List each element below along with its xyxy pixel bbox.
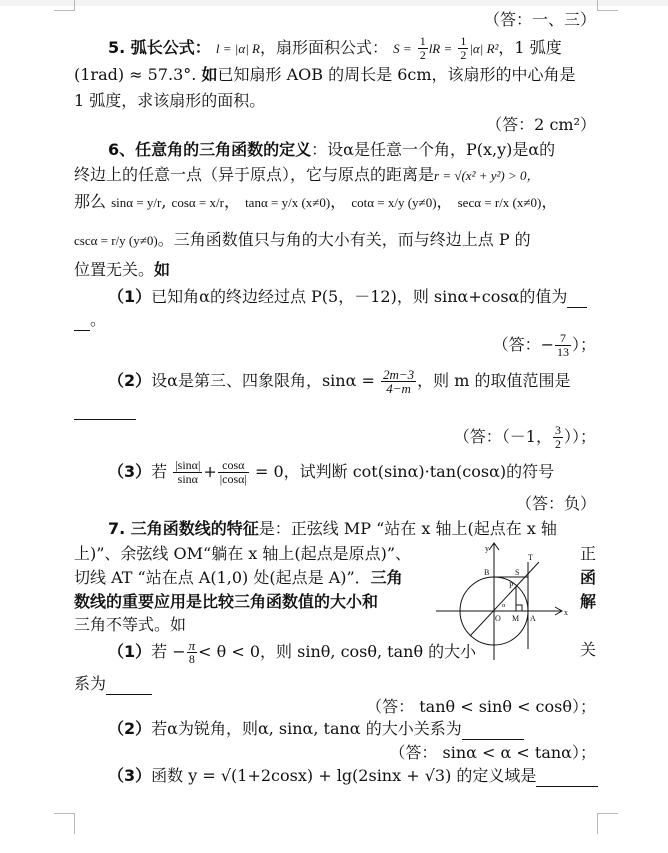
section-6-question-2: （2）设α是第三、四象限角，sinα = $\frac{2m-3}{4-m}$ ，则 m 的取值范围是 bbox=[108, 367, 571, 396]
svg-text:B: B bbox=[484, 568, 490, 577]
margin-corner-mark bbox=[597, 0, 618, 11]
section-6-answer-1: （答：− $\frac{7}{13}$ ）； bbox=[492, 331, 596, 359]
svg-text:A: A bbox=[530, 614, 536, 623]
svg-text:x: x bbox=[564, 608, 568, 617]
svg-text:P: P bbox=[509, 581, 514, 590]
section-6-line-5: 位置无关。如 bbox=[74, 260, 171, 279]
section-6-question-2-blank bbox=[74, 398, 596, 420]
answer-blank bbox=[74, 403, 136, 420]
section-7-question-1-cont: 系为 bbox=[74, 673, 596, 695]
section-5-answer: （答：2 cm²） bbox=[486, 115, 596, 134]
section-7-answer-2: （答： sinα < α < tanα）； bbox=[389, 743, 596, 762]
svg-text:S: S bbox=[515, 568, 520, 577]
section-7-question-3: （3）函数 y = √(1+2cosx) + lg(2sinx + √3) 的定义域是 bbox=[74, 765, 596, 787]
svg-text:T: T bbox=[528, 553, 533, 562]
margin-corner-mark bbox=[54, 813, 75, 834]
ruler-bar bbox=[0, 0, 668, 6]
section-6-title: 6、任意角的三角函数的定义 bbox=[108, 140, 312, 159]
arc-length-formula: l = |α| R bbox=[215, 41, 260, 56]
section-6-line-1: 6、任意角的三角函数的定义：设α是任意一个角，P(x,y)是α的 bbox=[108, 140, 556, 159]
section-7-question-1: （1）若 − $\frac{\pi}{8}$ < θ < 0，则 sinθ, cosθ, tanθ 的大小 关 bbox=[108, 638, 596, 666]
svg-text:O: O bbox=[495, 614, 501, 623]
answer-blank bbox=[462, 723, 524, 740]
fraction-half: $\frac{1}{2}$ bbox=[419, 34, 426, 62]
section-6-line-2: 终边上的任意一点（异于原点），它与原点的距离是r = √(x² + y²) > 0， bbox=[74, 165, 540, 184]
section-6-question-3: （3）若 $\frac{|\sin\alpha|}{\sin\alpha}$ + $\frac{\cos\alpha}{|\cos\alpha|}$ = 0，试判断 cot(sinα)·tan(cosα)的符号 bbox=[108, 458, 555, 486]
answer-blank bbox=[106, 678, 152, 695]
section-6-answer-2: （答：（－1， $\frac{3}{2}$ ））； bbox=[453, 423, 596, 451]
section-7-title: 7. 三角函数线的特征 bbox=[108, 519, 259, 538]
margin-corner-mark bbox=[54, 0, 75, 11]
section-5-line-3: 1 弧度，求该扇形的面积。 bbox=[74, 91, 266, 110]
section-6-line-3: 那么 sinα = y/r, cosα = x/r， tanα = y/x (x≠0)， cotα = x/y (y≠0)， secα = r/x (x≠0)， bbox=[74, 192, 558, 211]
answer-blank bbox=[74, 314, 90, 331]
unit-circle-diagram bbox=[436, 540, 576, 665]
section-7-line-2: 上)”、余弦线 OM“躺在 x 轴上(起点是原点)”、 正 bbox=[74, 544, 596, 563]
svg-text:y: y bbox=[485, 544, 489, 553]
answer-blank bbox=[567, 291, 587, 308]
section-6-question-1: （1）已知角α的终边经过点 P(5，－12)，则 sinα+cosα的值为 bbox=[74, 286, 596, 308]
section-6-answer-3: （答：负） bbox=[515, 494, 596, 513]
svg-text:α: α bbox=[502, 603, 506, 609]
answer-blank bbox=[536, 770, 598, 787]
fraction-half: $\frac{1}{2}$ bbox=[460, 34, 467, 62]
section-5-line-2: (1rad) ≈ 57.3°. 如已知扇形 AOB 的周长是 6cm，该扇形的中心角是 bbox=[74, 65, 576, 84]
svg-text:M: M bbox=[512, 614, 520, 623]
margin-corner-mark bbox=[597, 813, 618, 834]
section-7-line-3: 切线 AT “站在点 A(1,0) 处(起点是 A)”．三角 函 bbox=[74, 568, 596, 587]
section-7-line-4: 数线的重要应用是比较三角函数值的大小和 解 bbox=[74, 592, 596, 611]
answer-prev: （答：一、三） bbox=[483, 10, 596, 29]
section-7-question-2: （2）若α为锐角，则α, sinα, tanα 的大小关系为 bbox=[74, 718, 596, 740]
section-7-line-1: 7. 三角函数线的特征是：正弦线 MP “站在 x 轴上(起点在 x 轴 bbox=[108, 519, 557, 538]
section-6-line-4: cscα = r/y (y≠0)。三角函数值只与角的大小有关，而与终边上点 P 的 bbox=[74, 230, 531, 249]
section-5-title: 5. 弧长公式 bbox=[108, 38, 195, 57]
section-7-answer-1: （答： tanθ < sinθ < cosθ）； bbox=[366, 697, 596, 716]
section-7-line-5: 三角不等式。如 bbox=[74, 615, 187, 634]
section-6-question-1-cont: 。 bbox=[74, 309, 596, 331]
section-5-line-1: 5. 弧长公式： l = |α| R，扇形面积公式： S = $\frac{1}{2}$ lR = $\frac{1}{2}$ |α| R²，1 弧度 bbox=[108, 34, 562, 62]
